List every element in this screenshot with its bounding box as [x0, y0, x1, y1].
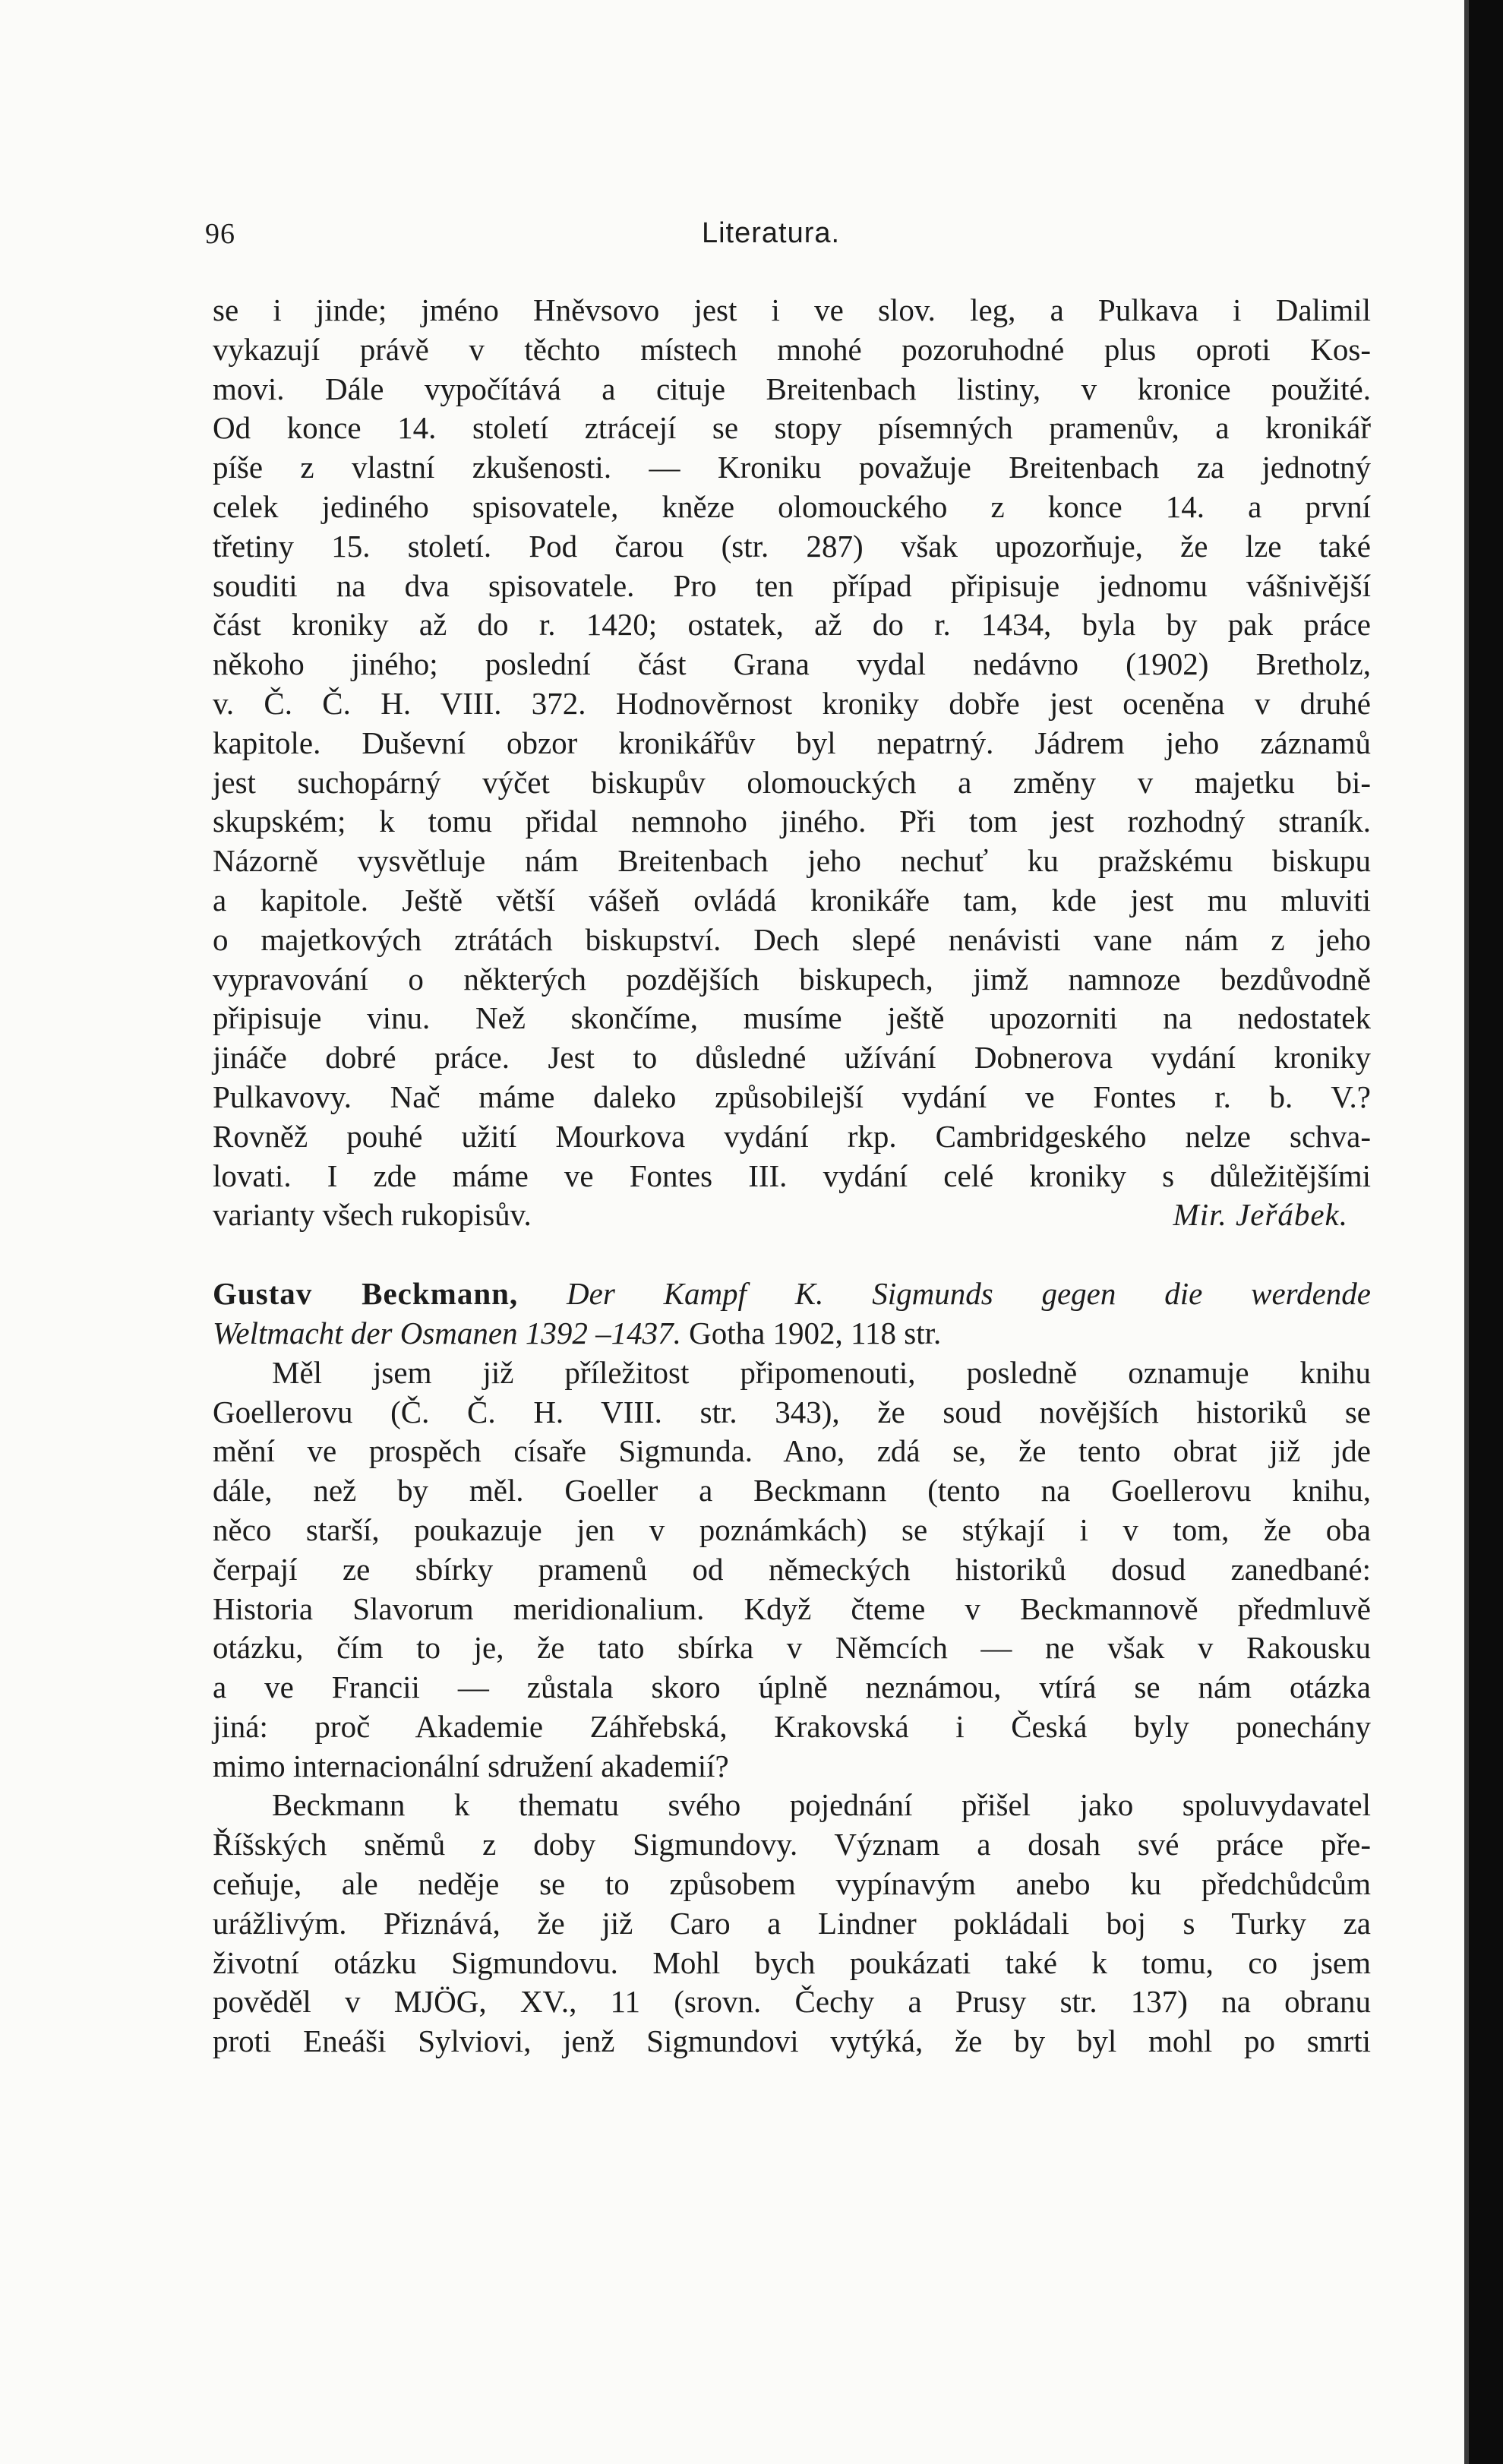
text-line: urážlivým. Přiznává, že již Caro a Lindner pokládali boj s Turky za — [213, 1905, 1371, 1941]
book-title: Der Kampf K. Sigmunds gegen die werdende — [567, 1276, 1371, 1312]
text-line: a kapitole. Ještě větší vášeň ovládá kronikáře tam, kde jest mu mluviti — [213, 882, 1371, 918]
text-line: souditi na dva spisovatele. Pro ten případ připisuje jednomu vášnivější — [213, 567, 1371, 603]
text-line: část kroniky až do r. 1420; ostatek, až do r. 1434, byla by pak práce — [213, 607, 1371, 643]
text-line: jiná: proč Akademie Záhřebská, Krakovská i Česká byly ponechány — [213, 1708, 1371, 1744]
text-line: Beckmann k thematu svého pojednání přišel jako spoluvydavatel — [272, 1787, 1371, 1823]
text-line: Názorně vysvětluje nám Breitenbach jeho nechuť ku pražskému biskupu — [213, 843, 1371, 879]
text-line: otázku, čím to je, že tato sbírka v Němcích — ne však v Rakousku — [213, 1630, 1371, 1666]
text-line: Měl jsem již příležitost připomenouti, posledně oznamuje knihu — [272, 1354, 1371, 1390]
text-line: vypravování o některých pozdějších biskupech, jimž namnoze bezdůvodně — [213, 961, 1371, 997]
text-line: proti Eneáši Sylviovi, jenž Sigmundovi vytýká, že by byl mohl po smrti — [213, 2023, 1371, 2059]
book-title-cont: Weltmacht der Osmanen 1392 –1437. — [213, 1315, 681, 1350]
text-line: ceňuje, ale neděje se to způsobem vypínavým anebo ku předchůdcům — [213, 1866, 1371, 1902]
scan-border — [1469, 0, 1503, 2464]
text-line: Od konce 14. století ztrácejí se stopy písemných pramenův, a kronikář — [213, 410, 1371, 446]
text-line: životní otázku Sigmundovu. Mohl bych poukázati také k tomu, co jsem — [213, 1944, 1371, 1980]
bibliographic-reference — [213, 1275, 1371, 1314]
text-line: jináče dobré práce. Jest to důsledné užívání Dobnerova vydání kroniky — [213, 1040, 1371, 1076]
running-title: Literatura. — [701, 217, 841, 249]
text-line: Goellerovu (Č. Č. H. VIII. str. 343), že soud novějších historiků se — [213, 1394, 1371, 1429]
text-line: vykazují právě v těchto místech mnohé pozoruhodné plus oproti Kos- — [213, 331, 1371, 367]
text-line: lovati. I zde máme ve Fontes III. vydání celé kroniky s důležitějšími — [213, 1158, 1371, 1193]
book-publication: Gotha 1902, 118 str. — [689, 1315, 942, 1350]
text-line: o majetkových ztrátách biskupství. Dech slepé nenávisti vane nám z jeho — [213, 921, 1371, 957]
review-beckmann — [213, 1275, 1371, 2061]
text-line: se i jinde; jméno Hněvsovo jest i ve slov. leg, a Pulkava i Dalimil — [213, 292, 1371, 327]
text-line: něco starší, poukazuje jen v poznámkách) se stýkají i v tom, že oba — [213, 1512, 1371, 1547]
text-line: někoho jiného; poslední část Grana vydal nedávno (1902) Bretholz, — [213, 646, 1371, 682]
page-number: 96 — [205, 218, 235, 250]
bibliographic-reference-cont — [213, 1314, 1371, 1354]
text-line: mění ve prospěch císaře Sigmunda. Ano, zdá se, že tento obrat již jde — [213, 1433, 1371, 1469]
text-line: čerpají ze sbírky pramenů od německých historiků dosud zanedbané: — [213, 1551, 1371, 1587]
page-header — [205, 217, 1375, 263]
text-body — [213, 291, 1371, 2061]
text-line: jest suchopárný výčet biskupův olomouckých a změny v majetku bi- — [213, 764, 1371, 800]
text-line: mimo internacionální sdružení akademií? — [213, 1748, 729, 1783]
closing-line — [213, 1196, 1371, 1235]
text-line: pověděl v MJÖG, XV., 11 (srovn. Čechy a Prusy str. 137) na obranu — [213, 1984, 1371, 2020]
text-line: movi. Dále vypočítává a cituje Breitenbach listiny, v kronice použité. — [213, 371, 1371, 406]
text-line: celek jediného spisovatele, kněze olomouckého z konce 14. a první — [213, 488, 1371, 524]
text-line: Říšských sněmů z doby Sigmundovy. Význam a dosah své práce pře- — [213, 1827, 1371, 1862]
book-author: Gustav Beckmann, — [213, 1276, 519, 1312]
text-line: třetiny 15. století. Pod čarou (str. 287) však upozorňuje, že lze také — [213, 528, 1371, 564]
text-line: Rovněž pouhé užití Mourkova vydání rkp. Cambridgeského nelze schva- — [213, 1118, 1371, 1154]
text-line: a ve Francii — zůstala skoro úplně neznámou, vtírá se nám otázka — [213, 1670, 1371, 1705]
reviewer-signature: Mir. Jeřábek. — [1173, 1197, 1348, 1233]
text-line: kapitole. Duševní obzor kronikářův byl nepatrný. Jádrem jeho záznamů — [213, 725, 1371, 760]
text-line: varianty všech rukopisův. — [213, 1197, 532, 1233]
section-gap — [213, 1235, 1371, 1275]
text-line: skupském; k tomu přidal nemnoho jiného. Při tom jest rozhodný straník. — [213, 804, 1371, 839]
text-line: připisuje vinu. Než skončíme, musíme ještě upozorniti na nedostatek — [213, 1000, 1371, 1036]
text-line: píše z vlastní zkušenosti. — Kroniku považuje Breitenbach za jednotný — [213, 450, 1371, 485]
text-line: Pulkavovy. Nač máme daleko způsobilejší vydání ve Fontes r. b. V.? — [213, 1079, 1371, 1114]
text-line: Historia Slavorum meridionalium. Když čteme v Beckmannově předmluvě — [213, 1591, 1371, 1626]
text-line: v. Č. Č. H. VIII. 372. Hodnověrnost kroniky dobře jest oceněna v druhé — [213, 685, 1371, 721]
review-jerabek — [213, 291, 1371, 1235]
text-line: dále, než by měl. Goeller a Beckmann (tento na Goellerovu knihu, — [213, 1473, 1371, 1508]
